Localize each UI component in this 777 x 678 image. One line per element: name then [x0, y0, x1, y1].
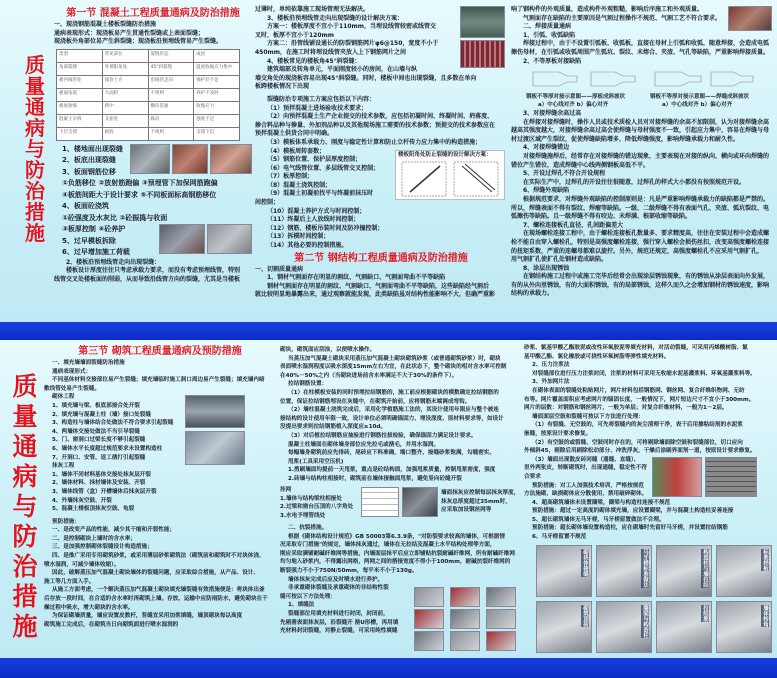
table-cell: 板内线管处: [57, 75, 103, 88]
text-line: 过薄时，单纯依靠施工现场管理无法解决。: [255, 6, 370, 13]
text-line: 2、压力注浆法: [532, 362, 570, 369]
text-line: 1、引弧、收弧缺陷: [523, 31, 576, 39]
text-line: 在实际生产中，过焊孔的开设往往很随意，过焊孔的样式大小都没有按照规范开设。: [523, 178, 746, 186]
table-cell: 支撑下沉: [194, 127, 240, 140]
text-line: 四、是推广采用专用砌筑砂浆，或采用薄层砂浆砌筑法（砌筑前和砌筑时不对块体浇、: [52, 553, 265, 560]
text-line: 越高其强度越大，对接焊缝余高过高会使焊缝与母材强度不一致，引起应力集中，容易在焊缝与母: [511, 127, 770, 135]
text-line: （1）有裂缝、无空鼓的，可先将裂缝内的灰尘清理干净，表干后用掺粘结剂的水泥浆: [532, 422, 743, 429]
text-line: 线管交叉处楼板面的削弱，从而导致沿线管方向的裂缝，尤其是当楼板: [54, 275, 241, 283]
pipe-crack-text: [54, 259, 252, 285]
text-line: 1、楼地面出现裂缝: [62, 144, 123, 153]
text-line: 3、对接焊缝余高过高: [523, 110, 582, 117]
table-cell: 线管上方: [102, 75, 148, 88]
text-line: 4、楼板常见的楼板角45°斜裂缝：: [267, 57, 361, 65]
construction-photo: [536, 601, 592, 653]
text-line: 方案二：沿管线铺设通长的防裂钢筋网片φ6@150，宽度不小于: [267, 40, 439, 48]
text-line: （12）钢筋、楼板吊装时间及防冲撞控制；: [267, 224, 384, 232]
text-line: 燥过程中吸水，增大砌块的含水率。: [44, 604, 134, 611]
text-line: 4、两墙体交接处做法不当引导裂缝: [52, 428, 140, 435]
text-line: （5）钢筋位置、保护层厚度控制；: [267, 156, 362, 164]
text-line: 楼板设计厚度往往只考虑承载力要求，而没有考虑预埋线管，特别: [66, 267, 241, 275]
table-row: [57, 88, 240, 101]
mesh-diagram: [361, 487, 399, 517]
table-cell: 外墙阳角处: [102, 62, 148, 75]
construction-photo: [536, 545, 592, 597]
text-line: 弧擦伤等缺陷。且一级焊缝不得有咬边、未焊满、根部收缩等缺陷。: [511, 213, 692, 221]
vertical-title-char: 质: [25, 53, 45, 77]
construction-photo: [596, 545, 652, 597]
text-line: 刚应采取满铺耐碱纤维网等措施，内墙面层抹平后应立即铺贴抗裂耐碱纤维网，所有耐碱纤维网: [280, 550, 515, 557]
text-line: 每幅墙身砌筑前应先排砖，尾砖应下料准确，端口整齐，接缝砂浆饱满，勾缝密实。: [288, 450, 495, 457]
text-line: 焊接过程中，由于不设置引弧板、收弧板，直接在母材上引弧和收弧，随意焊接，会造成电弧: [523, 40, 770, 48]
text-line: 预拌混凝土供货合同中明确。: [255, 130, 334, 138]
construction-photo: [656, 545, 712, 597]
text-line: 气割面存在缺陷的主要原因是气割过程操作不规范、气割工艺不符合要求。: [523, 14, 722, 22]
table-cell: 不规则: [148, 127, 194, 140]
text-line: 板跨楼板情况下出现: [255, 83, 310, 91]
text-line: 有的从外向里锈蚀，有的大面积锈蚀，有的局部锈蚀，这样久而久之会增加钢材的锈蚀速度，影响: [511, 281, 770, 289]
vertical-title-char: 防: [25, 158, 45, 182]
text-line: 抹灰工程: [52, 463, 75, 470]
photo-block-wall: [185, 395, 245, 428]
text-line: 1、墙体不同材料基体交接处抹灰层开裂: [52, 471, 151, 478]
text-line: 砌块，砌筑面应刮涂，以便喷水操作。: [280, 347, 376, 353]
text-line: 方案一：楼板厚度不宜小于110mm，当埋设线管较密或线管交: [267, 23, 437, 31]
text-line: 的扭矩系数，严重的连螺母都难以旋拧。另外，规范还规定，高强度螺栓孔不应采用气割扩孔，: [511, 247, 764, 255]
vertical-title-char: 与: [25, 137, 45, 161]
text-line: 根据《砌体结构设计规范》GB 50003第6.3.9条，"对防裂要求较高的墙体，可根据情: [288, 533, 505, 540]
diagram-caption: 楼板阳角处防止裂缝的设计解决方案：: [398, 152, 492, 158]
vertical-title-char: 量: [12, 402, 38, 431]
text-line: 栓不能自由穿入螺栓孔，特别是高强度螺栓连接，强行穿入螺栓会损伤丝扣，改变高强度螺栓连接: [511, 238, 770, 246]
construction-photo: [716, 601, 772, 653]
table-cell: 保护层不足: [194, 75, 240, 88]
text-line: 外倾斜45，剔除后用刷除松动部分、冲洗浮灰，干燥后涂刷界面剂一道，按原设计要求修复。: [524, 448, 756, 455]
text-line: 1、钢材气割面存在明显的割纹、气割缺口、气割面弯曲不平等缺陷: [267, 274, 446, 282]
photo-plaster: [402, 487, 438, 517]
masonry-rebar-text: [280, 346, 520, 484]
vertical-title-char: 措: [25, 200, 45, 224]
text-line: 二、是控制砌块上墙时的含水率；: [52, 535, 136, 542]
weld-caption-1: 钢板不等厚对接示意图——厚板成斜坡状: [526, 94, 626, 100]
text-line: 非承重砌体裂缝及承重砌体的非结构性裂: [288, 585, 389, 592]
slab-corner-diagram: [395, 150, 505, 200]
text-line: 2、墙体材料、抹材墙体及安装、开裂: [52, 480, 146, 487]
text-line: 一、切割质量通病: [255, 265, 304, 273]
table-cell: 横向贯通: [148, 101, 194, 114]
causes-row-b: [54, 224, 252, 259]
vertical-title-char: 通: [25, 95, 45, 119]
vertical-title-char: 量: [25, 74, 45, 98]
text-line: 4、对接焊缝错边: [523, 144, 570, 152]
mesh-label: 挂网: [280, 487, 292, 493]
text-line: 通病表现形式：: [52, 368, 92, 375]
text-line: ①负筋移位 ②放射筋跑偏 ③预埋管下加保网筋跑偏: [62, 179, 218, 188]
text-line: 三、是加强控制砌体裂缝设计构造措施；: [52, 544, 153, 551]
photo-label: 圈梁与构造柱: [642, 605, 648, 638]
text-line: 4、板面砼浇筑: [62, 202, 109, 211]
mesh-label: 3.水电予埋管线处: [280, 512, 326, 519]
crack-photos: [130, 144, 252, 174]
text-line: 先剔凿表面抹灰层，沿裂缝开 凿U形槽，再用填: [280, 619, 399, 626]
text-line: 对裂缝部位进行压力注浆封闭，注浆的材料可采用无收缩水泥基灌浆料、环氧基灌浆料等。: [532, 370, 756, 377]
divider-band: [0, 322, 777, 340]
text-line: 8、涂层出现锈蚀: [523, 264, 570, 272]
text-line: 不同基体材料交接部位易产生裂缝；填充墙临时施工洞口周边易产生裂缝；填充墙内暗: [52, 377, 265, 384]
text-line: 甩浆(工具采用空压机): [288, 458, 344, 465]
photo-brick-wall: [705, 457, 757, 497]
text-line: 布等。网片覆盖面积应考虑网片的锚固长度，一般情况下，网片短边尺寸不宜小于300mm。: [524, 396, 755, 403]
repair-sequence-photos: [414, 587, 518, 653]
text-line: 1、填缝法: [288, 602, 315, 609]
repair-step-photo: [486, 587, 516, 607]
weld-caption-2: 钢板不等厚对接示意图——焊缝成斜坡状: [650, 94, 750, 100]
text-line: （10）混凝土养护方式与时间控制；: [267, 207, 366, 215]
text-line: 合要求: [524, 473, 541, 480]
concrete-section-header: [54, 6, 252, 47]
text-line: 擦伤母材，在引弧或收弧周围产生弧坑、裂纹、未熔合、夹渣、气孔等缺陷，严重影响焊接质量。: [511, 48, 770, 56]
text-line: （11）终凝后上人放线时间控制；: [267, 216, 360, 224]
text-line: ③板厚控制 ④砼养护: [62, 225, 126, 234]
table-cell: 收缩应力: [194, 101, 240, 114]
text-line: 6、墙体水平长度超过规范要求未设置构造柱: [52, 445, 163, 452]
photo-room: [460, 6, 505, 38]
text-line: 在钢结构施工过程中或施工完毕后经常会出现涂层锈蚀现象，有的锈蚀从涂层表面向外发展，: [523, 273, 770, 281]
text-line: 预防措施：对工人加强技术培训，严格按规范: [532, 482, 644, 489]
text-line: 1.剪刷墙面均提前一天甩浆，重点是砼结构面，加强甩浆质量，控制甩浆密度，强度: [288, 467, 496, 474]
text-line: 在现场螺栓连接工程中，由于螺栓连接板孔数量多、要求精度高，往往在安装过程中会造成螺: [523, 230, 770, 238]
text-line: 裂缝防治专项施工方案应包括以下内容：: [267, 95, 376, 103]
text-line: 墙交角处的现浇板容易出现45°斜裂缝。同时，楼板中间也出现裂缝，且多数在单向: [255, 74, 477, 82]
text-line: （2）向预拌混凝土生产企业提交的技术参数，应包括初凝时间、终凝时间、坍落度、: [267, 113, 494, 121]
text-line: 喷水湿润，可减少墙体收缩）。: [44, 561, 120, 568]
table-header: 类型: [57, 49, 103, 62]
construction-photo: [656, 601, 712, 653]
text-line: （13）拆模时间控制；: [267, 233, 330, 241]
text-line: 就比较明显地暴露出来，通过观察就能发现，此类缺陷虽对结构性能影响不大，但确严重影: [255, 291, 496, 299]
text-line: 一、现浇钢筋混凝土楼板裂缝防治措施: [54, 21, 157, 28]
vertical-title-char: 病: [12, 462, 38, 491]
repair-step-photo: [486, 609, 516, 629]
text-line: 嵌缝，按原设计要求修复。: [524, 430, 592, 437]
repair-step-photo: [486, 631, 516, 651]
text-line: 缝可按以下方法处理：: [280, 593, 336, 600]
photo-label: 构造柱与墙拉结: [702, 549, 708, 588]
construction-photo: [716, 545, 772, 597]
vertical-title-top: [20, 55, 50, 244]
text-line: 2、填充墙与混凝土柱（墙）接口处裂缝: [52, 411, 151, 418]
plaster-note-line: 墙面抹灰应控制每层抹灰厚度，: [441, 490, 520, 496]
table-cell: 沿线管走向: [148, 75, 194, 88]
text-line: 后存放一段时间，在合适的含水率时再砌筑上墙。存放、运输中应防雨防水，避免砌块在干: [44, 596, 268, 603]
mesh-labels: [280, 486, 358, 520]
text-line: （2）有空鼓的或裂缝、空鼓同时存在的，可将剔除墙面除空鼓和裂缝部位，切口应向: [532, 439, 743, 446]
text-line: ④板筋间距大于设计要求 ⑤不同板面标高钢筋移位: [62, 190, 217, 199]
table-row: [57, 62, 240, 75]
photo-label: 标准样板: [762, 549, 768, 571]
vertical-title-char: 措: [12, 582, 38, 611]
text-line: 断裂强力不小于750N/50mm，每平米不小于130g。: [280, 567, 418, 574]
text-line: 充材料封闭裂缝，对静止裂缝，可采用纯性填缝: [280, 628, 398, 635]
table-header: 成因: [194, 49, 240, 62]
mesh-label: 1.墙体与结构梁柱相接处: [280, 495, 342, 502]
table-header-row: [57, 49, 240, 62]
table-cell: 养护不及时: [194, 88, 240, 101]
table-cell: 纵向: [148, 114, 194, 127]
text-line: 现浇板外角部位易产生斜裂缝；现浇板沿预埋线管易产生裂缝。: [54, 38, 223, 46]
photo-label: 拉结筋: [702, 605, 708, 622]
table-row: [57, 101, 240, 114]
text-line: 5、过早模板拆除: [62, 236, 116, 245]
repair-step-photo: [414, 631, 444, 651]
text-line: （3）墙面出现散皮砖同缝（通缝、直缝）、: [532, 456, 640, 463]
photo-rebar-mesh: [460, 40, 505, 68]
mesh-label: 2.过梁和窗台压顶的八字角处: [280, 504, 354, 511]
photo-floor-crack: [130, 144, 170, 174]
text-line: 没提出要求则拉结钢筋植入深度应≥10d。: [280, 424, 386, 431]
vertical-title-char: 治: [12, 552, 38, 581]
section-heading: 第三节 砌筑工程质量通病及预防措施: [78, 346, 242, 357]
text-line: 5、开设过焊孔不符合开设规程: [523, 170, 606, 178]
section-heading: 第一节 混凝土工程质量通病及防治措施: [66, 8, 240, 19]
table-cell: 混凝土早拆: [57, 114, 103, 127]
vertical-title-char: 通: [12, 432, 38, 461]
text-line: 表面喷水湿润程度以吸水深度15mm左右为宜，在此状态下，整个砌块的相对含水率可控制: [280, 364, 507, 371]
table-row: [57, 114, 240, 127]
text-line: 3、墙体线管（盒）开槽墙体后抹灰层开裂: [52, 488, 157, 495]
text-line: （7）板厚控制；: [267, 173, 314, 181]
text-line: ①砼强度及水灰比 ②砼振捣与收面: [62, 213, 168, 222]
text-line: 6、马牙槎留置不规范: [532, 534, 587, 541]
text-line: 从施工方面考虑，一个解决蒸压加气混凝土砌块填充墙裂缝有效措施便是：将块体出釜: [52, 587, 265, 594]
vertical-title-char: 病: [25, 116, 45, 140]
text-line: 结构的承载力。: [511, 290, 554, 298]
text-line: 基甲酸乙酯、氯化橡胶或可挠性环氧树脂等弹性填充材料。: [524, 353, 670, 360]
text-line: 当蒸压加气混凝土砌块采用蒸压加气混凝土砌块砌筑砂浆（或普通砌筑砂浆）时，砌块: [288, 355, 501, 362]
table-cell: 大面积: [102, 88, 148, 101]
table-cell: 强度不足: [194, 114, 240, 127]
weld-diagrams: [515, 68, 765, 92]
text-line: （3）模板体系承载力、刚度与稳定性计算和防止立杆传力应力集中的构造措施；: [267, 138, 482, 146]
table-cell: 板面龟裂: [57, 88, 103, 101]
crack-type-table: [56, 49, 240, 141]
table-cell: 板底收缩: [57, 101, 103, 114]
text-line: 砂浆、氯基甲酸乙酯胶泥或改性环氧胶泥等填充材料，对活动裂缝，可采用丙烯酸树脂、氯: [524, 345, 748, 351]
text-line: 因此，破解蒸压加气混凝土砌块墙体的裂缝问题，应采取综合措施，从产品、设计、: [52, 570, 259, 577]
table-cell: 45°斜裂缝: [148, 62, 194, 75]
text-line: 用气割扩孔使扩孔处钢材造成缺陷。: [511, 256, 608, 264]
text-line: 在40%－50%之内（当砌块进场前含水率满足不大于30%的条件下）。: [280, 372, 458, 379]
text-line: 一、是改变产品的性能，减少其干缩和开裂性能；: [52, 527, 176, 534]
text-line: （1）在柱模板安装的同时预埋拉结钢筋的，施工前应根据砌块的模数确定拉结钢筋的: [288, 389, 499, 396]
text-line: 预防措施：超长砌体墙设置构造柱，应在砌墙时先留好马牙槎，并设置拉结钢筋: [532, 525, 728, 532]
text-line: （3）对后植拉结钢筋应抽验进行钢筋拉拔检验，确保锚固力满足设计要求。: [288, 432, 477, 439]
text-line: 预防措施：: [52, 518, 80, 525]
text-line: 在砌体表面的裂缝处粘贴网片，网片材料包括钢筋网、钢丝网、复合纤维织物网、无纺: [532, 387, 745, 394]
text-line: 根据规范要求，对焊缝外观缺陷的控制原则是：凡是严重影响焊缝承载力的缺陷都是严禁的。: [523, 195, 770, 203]
text-line: 所以，焊缝表面不得有裂纹、焊瘤等缺陷。一级、二级焊缝不得有表面气孔、夹渣、弧坑裂纹、电: [511, 204, 770, 212]
vertical-title-char: 治: [25, 179, 45, 203]
text-line: 3、构造柱与墙体结合处做法不符合要求引起裂缝: [52, 420, 174, 427]
text-line: 6、焊缝外观缺陷: [523, 187, 570, 195]
pour-photos: [159, 224, 252, 254]
repair-step-photo: [414, 609, 444, 629]
plaster-note-line: 抹灰总厚度超过35mm时，: [441, 498, 511, 505]
plaster-note-line: 应采取加设钢丝网等: [441, 507, 492, 514]
text-line: 1、填充墙与梁、板底部接合处开裂: [52, 402, 140, 409]
text-line: 砌筑施工完成后，在砌筑当日向砌筑面进行喷水湿润的: [44, 621, 179, 628]
steel-weld-text: [511, 6, 770, 66]
photo-curing: [207, 224, 252, 254]
photo-label: 墙体转角: [762, 605, 768, 627]
text-line: 墙面面层空鼓和裂缝可按以下方法进行处理：: [532, 413, 644, 420]
text-line: 建筑端部及转角单元，平面刚度较小的房间，在山墙与纵: [267, 66, 418, 74]
text-line: 预防措施：超过一定高度的砌体填充墙，应设置圈梁，并与混凝土构造柱妥善连接: [532, 508, 734, 515]
text-line: 为保证砌墙质量，墙应设置皮数杆，竖缝宜采用加浆填缝，墙顶砌块每以高度: [52, 613, 243, 620]
text-line: （8）混凝土浇筑控制；: [267, 181, 332, 189]
text-line: 二、焊接质量通病: [523, 23, 572, 31]
construction-photo-grid: [536, 545, 776, 655]
photo-wall-joint: [185, 431, 245, 465]
photo-brick-corner: [652, 457, 702, 497]
text-line: 接结构的设计使用年限一致，设计单位必须明确锚固力、埋设深度、原材料要求等，如设计: [280, 415, 504, 422]
text-line: 间控制；: [255, 199, 280, 207]
text-line: 方法施砌，缺损砌体应分散使用，禁用破碎砌体。: [524, 491, 648, 498]
text-line: 掺合料品种与掺量、外加剂品种以及其他现场施工需要的技术参数；预提交的技术参数应在: [255, 121, 496, 129]
text-line: （9）混凝土初凝前找平与终凝前抹压时: [267, 190, 374, 198]
table-row: [57, 75, 240, 88]
text-line: 混凝土柱墙面在砌体墙身部位应先拉毛或凿毛，并用水湿润。: [288, 441, 440, 448]
table-cell: 角部裂缝: [57, 62, 103, 75]
photo-rebar-2: [210, 144, 252, 174]
text-line: 通病表现形式：现浇板易产生贯通性裂缝或上表面裂缝；: [54, 29, 205, 37]
text-line: 4、超高砌筑墙体未设置圈梁，圈梁与构造柱连接不规范: [532, 499, 671, 506]
text-line: 5、超长砌筑墙体无马牙槎，马牙槎留置做法不合理。: [532, 516, 665, 523]
causes-row-a: [54, 144, 252, 179]
vertical-title-char: 与: [12, 492, 38, 521]
text-line: （6）电气线管位置、多层线管交叉控制；: [267, 164, 380, 172]
text-line: 对接焊缝施焊后，经常存在对接焊缝的错边现象，主要表现在对接的纵向、横向或环向焊缝的: [523, 152, 770, 160]
weld-caption-2b: a）中心线对齐 b）偏心对齐: [662, 102, 733, 108]
photo-rebar: [172, 144, 208, 174]
text-line: 2、板底出现裂缝: [62, 156, 116, 165]
text-line: 7、螺栓连接板孔直径、孔间距偏差大: [523, 221, 624, 229]
text-line: 3、楼板沿预埋线管走向出现裂缝的设计解决方案：: [267, 14, 404, 22]
text-line: 450mm，在施工时将埋设线管夹放入上下钢筋网片之间: [255, 48, 407, 56]
table-cell: 支座处: [102, 114, 148, 127]
table-cell: 温度收缩应力集中: [194, 62, 240, 75]
plaster-note: [441, 489, 520, 515]
text-line: 2.砖墙与结构柱相接时，砌筑前在墙体接触面甩浆，避免竖向砼缝开裂: [288, 475, 462, 482]
construction-photo: [596, 601, 652, 653]
text-line: 里外两张皮，转断砌筑时，出现通缝，稳定性不符: [524, 465, 648, 472]
text-line: 响了钢构件的外观质量，造成构件外观粗糙，影响后序施工和外观质量。: [511, 6, 704, 13]
text-line: 5、混凝土楼板顶抹灰空鼓、龟裂: [52, 506, 135, 513]
photo-label: 砌筑顶砖: [582, 605, 588, 627]
vertical-title-char: 施: [12, 612, 38, 641]
text-line: 2、不等厚板对接缺陷: [523, 57, 582, 65]
photo-pouring: [159, 224, 205, 254]
photo-label: 马牙槎标准做法: [642, 549, 648, 588]
text-line: 6、过早增加施工荷载: [62, 248, 130, 257]
masonry-repair-text: [524, 344, 775, 542]
text-line: 2、楼板沿预埋线管走向出现裂缝：: [66, 258, 161, 266]
text-line: 施工等几方面入手。: [44, 578, 95, 585]
footer-band: [0, 658, 777, 678]
section-heading: 第二节 钢结构工程质量通病及防治措施: [294, 252, 468, 264]
text-line: 4、外墙抹灰空鼓、开裂: [52, 497, 112, 504]
text-line: 错位产生错位，造成焊缝中心线两侧钢板高低不平。: [511, 161, 650, 169]
table-header: 常见部位: [102, 49, 148, 62]
text-line: （4）模板周转套数；: [267, 147, 326, 155]
text-line: 况采取专门措施"的规定，墙体抹灰通过，墙体在无拉结及混凝土水平结构处理等方面，: [280, 542, 496, 549]
text-line: 3、外加网片法: [532, 379, 570, 386]
rebar-diagram-svg: [396, 160, 504, 200]
text-line: 3、板面钢筋位移: [62, 167, 116, 176]
vertical-title-char: 质: [12, 372, 38, 401]
table-cell: 下层支撑: [57, 127, 103, 140]
concrete-causes-list: [54, 178, 252, 224]
photo-gas-cut: [728, 6, 772, 31]
text-line: 5、门、窗洞口过梁长度不够引起裂缝: [52, 437, 146, 444]
masonry-section-text: [44, 344, 276, 629]
repair-step-photo: [414, 587, 444, 607]
vertical-title-char: 施: [25, 221, 45, 245]
text-line: 叉时，板厚不宜小于120mm: [255, 31, 335, 39]
text-line: 在焊接对接焊缝时，操作人员或技术质检人员对对接焊缝的余高不加限制，认为对接焊缝余高: [523, 118, 770, 126]
text-line: 网片的层数：对钢筋和钢丝网片，一般为单层；对复合纤维材料，一般为1－2层。: [524, 405, 728, 412]
table-cell: 跨中: [102, 101, 148, 114]
photo-label: 砌块体接缝: [582, 549, 588, 577]
weld-caption-1b: a）中心线对齐 b）偏心对齐: [538, 102, 609, 108]
table-row: [57, 127, 240, 140]
text-line: 敷线管处易产生裂缝。: [44, 385, 100, 392]
table-cell: 板底: [102, 127, 148, 140]
concrete-causes-list: [54, 224, 130, 259]
table-cell: 不规则: [148, 88, 194, 101]
text-line: （2）墙柱混凝土浇筑完成后，采用化学植筋施工法的，其设计使用年限应与整个被连: [288, 407, 499, 414]
text-line: 均匀地入砂浆内，不得露出网格，两网之间的搭接宽度不得小于100mm，耐碱抗裂纤维网的: [280, 559, 511, 566]
steel-defects-text: [511, 110, 775, 299]
text-line: 拉结钢筋设置：: [288, 381, 328, 388]
text-line: （1）预拌混凝土进场验收技术要求；: [267, 104, 368, 112]
vertical-title-bottom: [10, 372, 40, 642]
concrete-causes-list: [54, 144, 123, 179]
repair-step-photo: [450, 631, 480, 651]
vertical-title-char: 防: [12, 522, 38, 551]
text-line: 材过渡区域产生裂纹，促使焊缝缺陷增多，降低焊缝强度，影响焊缝承载力和耐久性。: [511, 135, 740, 143]
text-line: （14）其他必要的控制措施。: [267, 242, 348, 250]
text-line: 钢材气割面存在明显的割纹、气割缺口、气割面弯曲不平等缺陷，这些缺陷经气割后: [267, 282, 490, 290]
table-header: 裂缝形态: [148, 49, 194, 62]
text-line: 墙体抹灰完成后应及时喷水进行养护。: [288, 576, 384, 583]
text-line: 砌体工程: [52, 394, 75, 401]
repair-step-photo: [450, 587, 480, 607]
text-line: 二、抗裂措施。: [288, 525, 328, 531]
concrete-section: [54, 6, 252, 285]
text-line: 一、填充墙墙面裂缝防治措施: [52, 360, 125, 366]
repair-step-photo: [450, 609, 480, 629]
text-line: 裂缝部位用填充材料进行封闭，封闭前，: [288, 610, 389, 617]
text-line: 位置，保证拉结钢筋埋设在灰缝中，在砌筑开始前，应将钢筋末端调成弯钩。: [280, 398, 471, 405]
text-line: 7、开洞口、安管、返工凿打引起裂缝: [52, 454, 146, 461]
